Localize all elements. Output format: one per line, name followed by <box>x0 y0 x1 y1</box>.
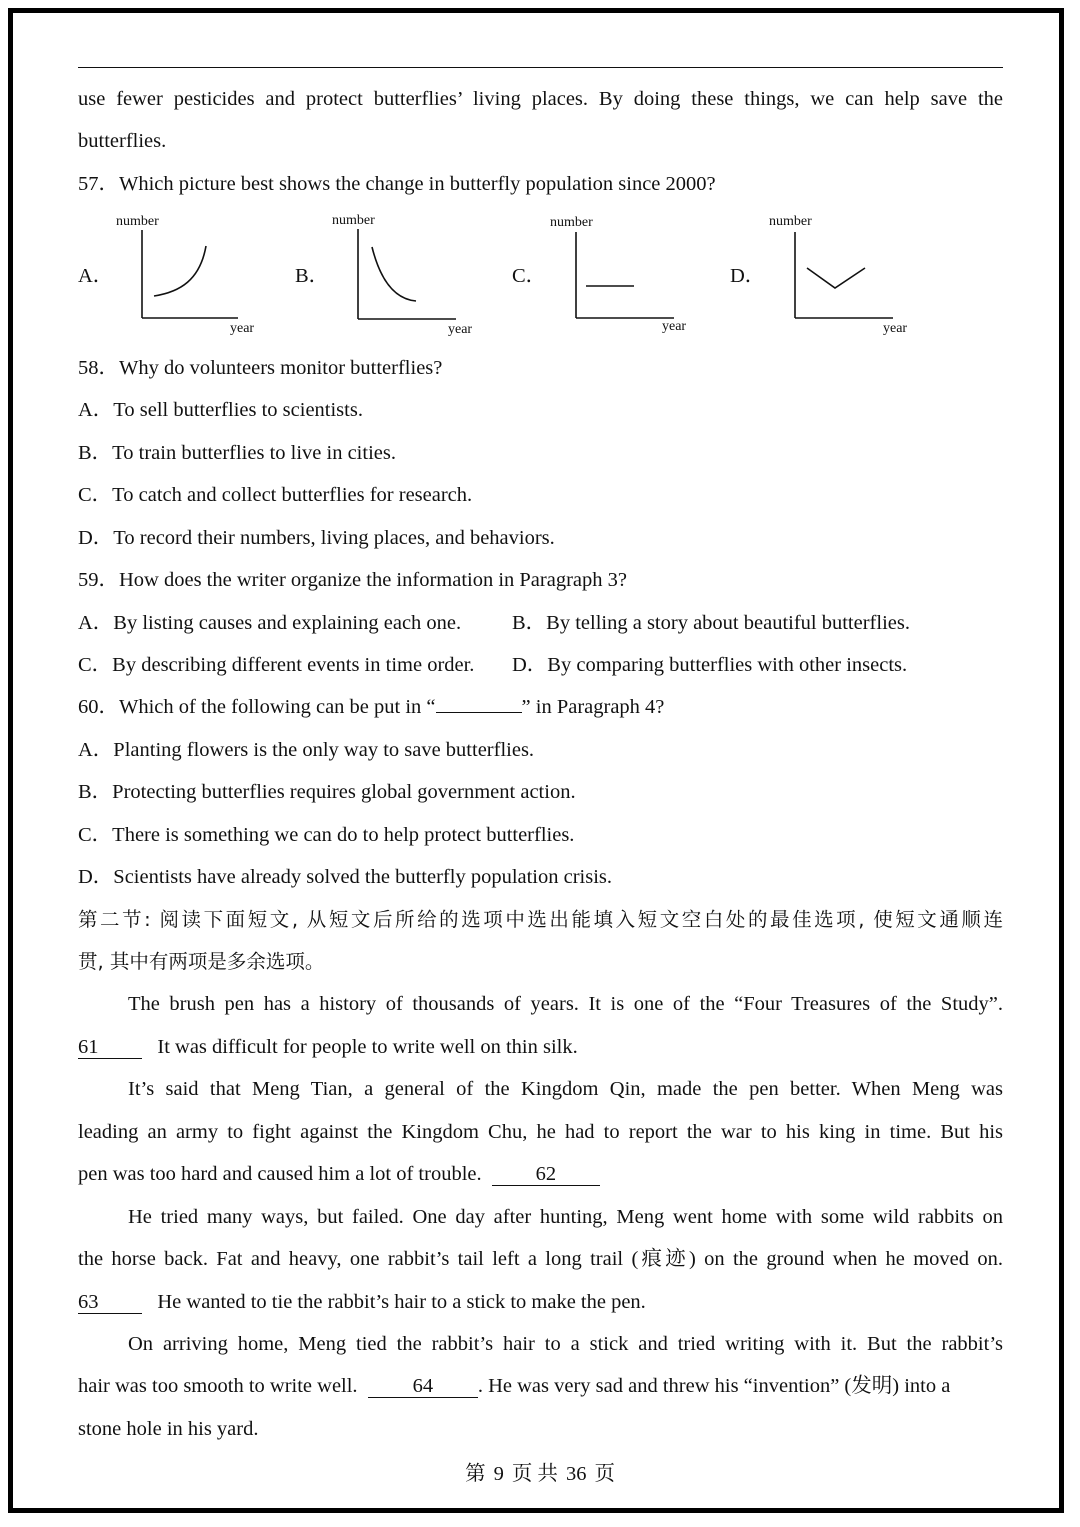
graph-c <box>546 208 696 338</box>
graph-a <box>110 208 260 338</box>
header-rule <box>78 67 1003 68</box>
x-axis-label: year <box>883 321 908 336</box>
x-axis-label: year <box>662 319 687 334</box>
x-axis-label: year <box>230 321 255 336</box>
option-a-label: A． <box>78 265 114 287</box>
passage2-line: 61 It was difficult for people to write well on thin silk. <box>78 1036 578 1058</box>
blank-62: 62 <box>492 1163 600 1186</box>
y-axis-label: number <box>116 214 159 229</box>
x-axis-label: year <box>448 322 473 337</box>
option-59c: C．By describing different events in time order. <box>78 654 475 676</box>
option-b-label: B． <box>295 265 330 287</box>
question-58: 58．Why do volunteers monitor butterflies? <box>78 357 443 379</box>
page-footer: 第 9 页 共 36 页 <box>465 1463 615 1485</box>
option-d-label: D． <box>730 265 766 287</box>
option-59d: D．By comparing butterflies with other insects. <box>512 654 908 676</box>
down-up-line <box>807 268 865 288</box>
passage2-line: the horse back. Fat and heavy, one rabbit’s tail left a long trail (痕迹) on the ground when he moved on. <box>78 1248 1003 1270</box>
y-axis-label: number <box>332 213 375 228</box>
option-60c: C．There is something we can do to help protect butterflies. <box>78 824 575 846</box>
total-pages: 36 <box>565 1463 587 1485</box>
blank-61: 61 <box>78 1036 142 1059</box>
passage2-line: It’s said that Meng Tian, a general of the Kingdom Qin, made the pen better. When Meng was <box>128 1078 1003 1100</box>
y-axis-label: number <box>769 214 812 229</box>
page-number: 9 <box>493 1463 504 1485</box>
falling-curve <box>372 247 416 301</box>
option-60b: B．Protecting butterflies requires global government action. <box>78 781 576 803</box>
option-58a: A．To sell butterflies to scientists. <box>78 399 363 421</box>
passage2-line: He tried many ways, but failed. One day after hunting, Meng went home with some wild rabbits on <box>128 1206 1003 1228</box>
question-59: 59．How does the writer organize the information in Paragraph 3? <box>78 569 627 591</box>
section-instructions: 贯, 其中有两项是多余选项。 <box>78 950 325 973</box>
rising-curve <box>154 246 206 296</box>
section-instructions: 第二节: 阅读下面短文, 从短文后所给的选项中选出能填入短文空白处的最佳选项, 使短文通顺连 <box>78 908 1003 931</box>
passage-line: use fewer pesticides and protect butterflies’ living places. By doing these things, we can help save the <box>78 88 1003 110</box>
passage2-line: 63 He wanted to tie the rabbit’s hair to a stick to make the pen. <box>78 1291 646 1313</box>
passage2-line: stone hole in his yard. <box>78 1418 259 1440</box>
option-59b: B．By telling a story about beautiful butterflies. <box>512 612 910 634</box>
graph-b <box>328 207 478 337</box>
question-57: 57．Which picture best shows the change in butterfly population since 2000? <box>78 173 716 195</box>
option-60a: A．Planting flowers is the only way to save butterflies. <box>78 739 535 761</box>
option-c-label: C． <box>512 265 547 287</box>
passage2-line: leading an army to fight against the Kingdom Chu, he had to report the war to his king in time. But his <box>78 1121 1003 1143</box>
y-axis-label: number <box>550 215 593 230</box>
passage2-line: On arriving home, Meng tied the rabbit’s hair to a stick and tried writing with it. But the rabbit’s <box>128 1333 1003 1355</box>
graph-d <box>765 208 915 338</box>
option-58d: D．To record their numbers, living places, and behaviors. <box>78 527 555 549</box>
passage2-line: The brush pen has a history of thousands of years. It is one of the “Four Treasures of the Study”. <box>128 993 1003 1015</box>
option-58c: C．To catch and collect butterflies for research. <box>78 484 473 506</box>
passage2-line: pen was too hard and caused him a lot of trouble. 62 <box>78 1160 1003 1188</box>
option-59a: A．By listing causes and explaining each one. <box>78 612 462 634</box>
blank-line <box>436 712 522 713</box>
option-58b: B．To train butterflies to live in cities. <box>78 442 396 464</box>
question-60: 60．Which of the following can be put in “ ” in Paragraph 4? <box>78 696 665 718</box>
option-60d: D．Scientists have already solved the butterfly population crisis. <box>78 866 613 888</box>
blank-63: 63 <box>78 1291 142 1314</box>
blank-64: 64 <box>368 1375 478 1398</box>
passage2-line: hair was too smooth to write well. 64 . He was very sad and threw his “invention” (发明) into a <box>78 1375 951 1397</box>
passage-line: butterflies. <box>78 130 167 152</box>
